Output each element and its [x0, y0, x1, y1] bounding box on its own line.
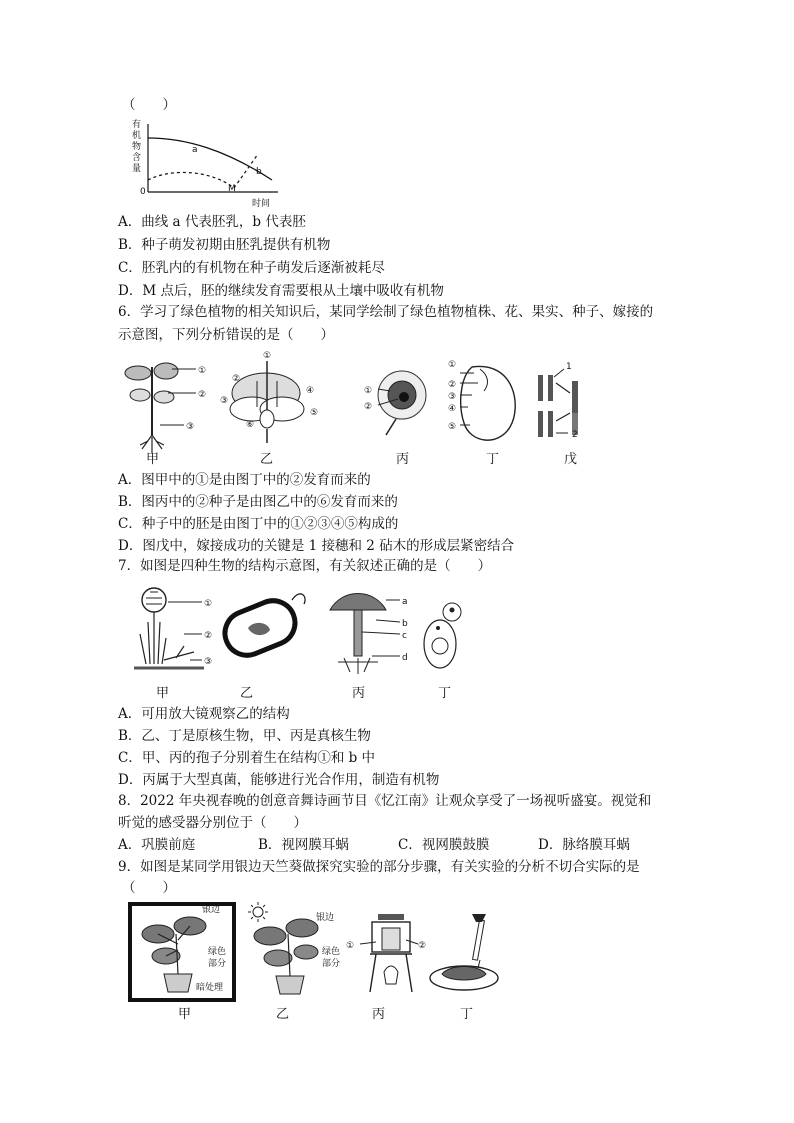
q9-water-bath-illustration — [360, 914, 418, 992]
q7-option-d: D．丙属于大型真菌，能够进行光合作用，制造有机物 — [118, 772, 440, 788]
q9-caption-bing: 丙 — [372, 1007, 386, 1022]
q5-option-b: B．种子萌发初期由胚乳提供有机物 — [118, 237, 331, 253]
q7-option-a: A．可用放大镜观察乙的结构 — [118, 706, 290, 722]
q5-option-a: A．曲线 a 代表胚乳，b 代表胚 — [118, 214, 306, 230]
q5-point-m: M — [228, 184, 236, 194]
q6-stem-line2: 示意图，下列分析错误的是（ ） — [118, 327, 334, 343]
q6-seed-mark-2: ② — [448, 380, 457, 390]
q9-bath-mark-2: ② — [418, 941, 427, 951]
q9-light-label-edge: 银边 — [316, 913, 335, 923]
q9-caption-jia: 甲 — [178, 1007, 192, 1022]
q5-zero: 0 — [140, 187, 146, 197]
q7-caption-bing: 丙 — [352, 686, 366, 701]
q9-stem-line1: 9．如图是某同学用银边天竺葵做探究实验的部分步骤，有关实验的分析不切合实际的是 — [118, 859, 640, 875]
q6-plant-mark-1: ① — [198, 366, 207, 376]
q9-dark-label-green1: 绿色 — [208, 947, 227, 957]
q9-stem-line2: （ ） — [122, 880, 176, 896]
q6-flower-mark-3: ③ — [220, 396, 229, 406]
q7-option-c: C．甲、丙的孢子分别着生在结构①和 b 中 — [118, 750, 376, 766]
q6-graft-illustration — [538, 369, 578, 437]
q5-option-d: D．M 点后，胚的继续发育需要根从土壤中吸收有机物 — [118, 283, 444, 299]
q6-seed-mark-3: ③ — [448, 392, 457, 402]
q6-fruit-mark-1: ① — [364, 386, 373, 396]
q7-mushroom-mark-d: d — [402, 653, 408, 663]
q9-sun-icon — [248, 902, 268, 922]
q9-bath-mark-1: ① — [346, 941, 355, 951]
q6-stem-line1: 6．学习了绿色植物的相关知识后，某同学绘制了绿色植物植株、花、果实、种子、嫁接的 — [118, 304, 654, 320]
q7-mushroom-mark-b: b — [402, 619, 408, 629]
q8-stem-line2: 听觉的感受器分别位于（ ） — [118, 815, 307, 831]
q7-caption-ding: 丁 — [438, 686, 452, 701]
q6-caption-ding: 丁 — [486, 452, 500, 467]
q7-fern-illustration — [134, 588, 204, 668]
q5-label-b: b — [256, 167, 262, 177]
q6-fruit-mark-2: ② — [364, 402, 373, 412]
q6-option-a: A．图甲中的①是由图丁中的②发育而来的 — [118, 472, 371, 488]
q7-yeast-illustration — [424, 603, 461, 668]
q5-ylabel-5: 量 — [132, 164, 142, 174]
q6-graft-mark-1: 1 — [566, 362, 572, 372]
q7-figure — [124, 582, 474, 682]
q6-flower-mark-4: ④ — [306, 386, 315, 396]
q5-label-a: a — [192, 145, 198, 155]
q5-ylabel-4: 含 — [132, 153, 142, 163]
q5-curve-b-falling — [148, 172, 234, 188]
q8-option-b: B．视网膜耳蜗 — [258, 837, 349, 853]
q6-seed-mark-4: ④ — [448, 404, 457, 414]
q9-figure — [126, 900, 516, 1006]
q5-ylabel-2: 机 — [132, 131, 142, 141]
q6-caption-wu: 戊 — [564, 452, 578, 467]
q9-caption-ding: 丁 — [460, 1007, 474, 1022]
q8-stem-line1: 8．2022 年央视春晚的创意音舞诗画节目《忆江南》让观众享受了一场视听盛宴。视觉和 — [118, 793, 652, 809]
q5-xlabel: 时间 — [252, 199, 271, 209]
q9-light-label-green1: 绿色 — [322, 947, 341, 957]
q8-option-c: C．视网膜鼓膜 — [398, 837, 490, 853]
q9-light-label-green2: 部分 — [322, 959, 341, 969]
q7-mushroom-mark-c: c — [402, 631, 407, 641]
q7-fern-mark-1: ① — [204, 599, 213, 609]
q9-petri-dish-illustration — [430, 914, 498, 990]
q8-option-d: D．脉络膜耳蜗 — [538, 837, 630, 853]
q6-caption-jia: 甲 — [146, 452, 160, 467]
q6-option-b: B．图丙中的②种子是由图乙中的⑥发育而来的 — [118, 494, 398, 510]
q5-option-c: C．胚乳内的有机物在种子萌发后逐渐被耗尽 — [118, 260, 385, 276]
q6-seed-mark-5: ⑤ — [448, 422, 457, 432]
q6-graft-mark-2: 2 — [572, 430, 578, 440]
q7-caption-yi: 乙 — [240, 686, 254, 701]
q6-option-c: C．种子中的胚是由图丁中的①②③④⑤构成的 — [118, 516, 399, 532]
q6-plant-mark-2: ② — [198, 390, 207, 400]
q8-option-a: A．巩膜前庭 — [118, 837, 196, 853]
q5-ylabel-3: 物 — [132, 142, 142, 152]
q6-seed-mark-1: ① — [448, 360, 457, 370]
q6-flower-mark-2: ② — [232, 374, 241, 384]
q5-ylabel-1: 有 — [132, 120, 142, 130]
q7-fern-mark-2: ② — [204, 631, 213, 641]
q6-flower-illustration — [230, 361, 304, 443]
q5-curve-b-rising — [234, 154, 258, 188]
q6-plant-illustration — [125, 363, 196, 453]
q6-flower-mark-6: ⑥ — [246, 420, 255, 430]
q5-chart — [126, 118, 286, 210]
q6-flower-mark-1: ① — [263, 351, 272, 361]
q6-option-d: D．图戊中，嫁接成功的关键是 1 接穗和 2 砧木的形成层紧密结合 — [118, 538, 515, 554]
q6-caption-yi: 乙 — [260, 452, 274, 467]
q7-fern-mark-3: ③ — [204, 657, 213, 667]
q9-dark-label-green2: 部分 — [208, 959, 227, 969]
q7-stem: 7．如图是四种生物的结构示意图，有关叙述正确的是（ ） — [118, 558, 492, 574]
q6-flower-mark-5: ⑤ — [310, 408, 319, 418]
q6-seed-illustration — [460, 366, 515, 440]
q9-plant-light — [254, 919, 318, 994]
q9-dark-label-edge: 银边 — [202, 905, 221, 915]
q7-mushroom-illustration — [330, 594, 400, 675]
q6-plant-mark-3: ③ — [186, 422, 195, 432]
q9-dark-label: 暗处理 — [196, 983, 224, 993]
q7-mushroom-mark-a: a — [402, 597, 408, 607]
q6-figure — [120, 347, 590, 465]
q5-bracket: （ ） — [122, 97, 176, 113]
q7-caption-jia: 甲 — [156, 686, 170, 701]
q6-caption-bing: 丙 — [396, 452, 410, 467]
q9-caption-yi: 乙 — [276, 1007, 290, 1022]
q7-bacterium-illustration — [218, 594, 305, 662]
q6-fruit-illustration — [378, 371, 426, 435]
q7-option-b: B．乙、丁是原核生物，甲、丙是真核生物 — [118, 728, 371, 744]
